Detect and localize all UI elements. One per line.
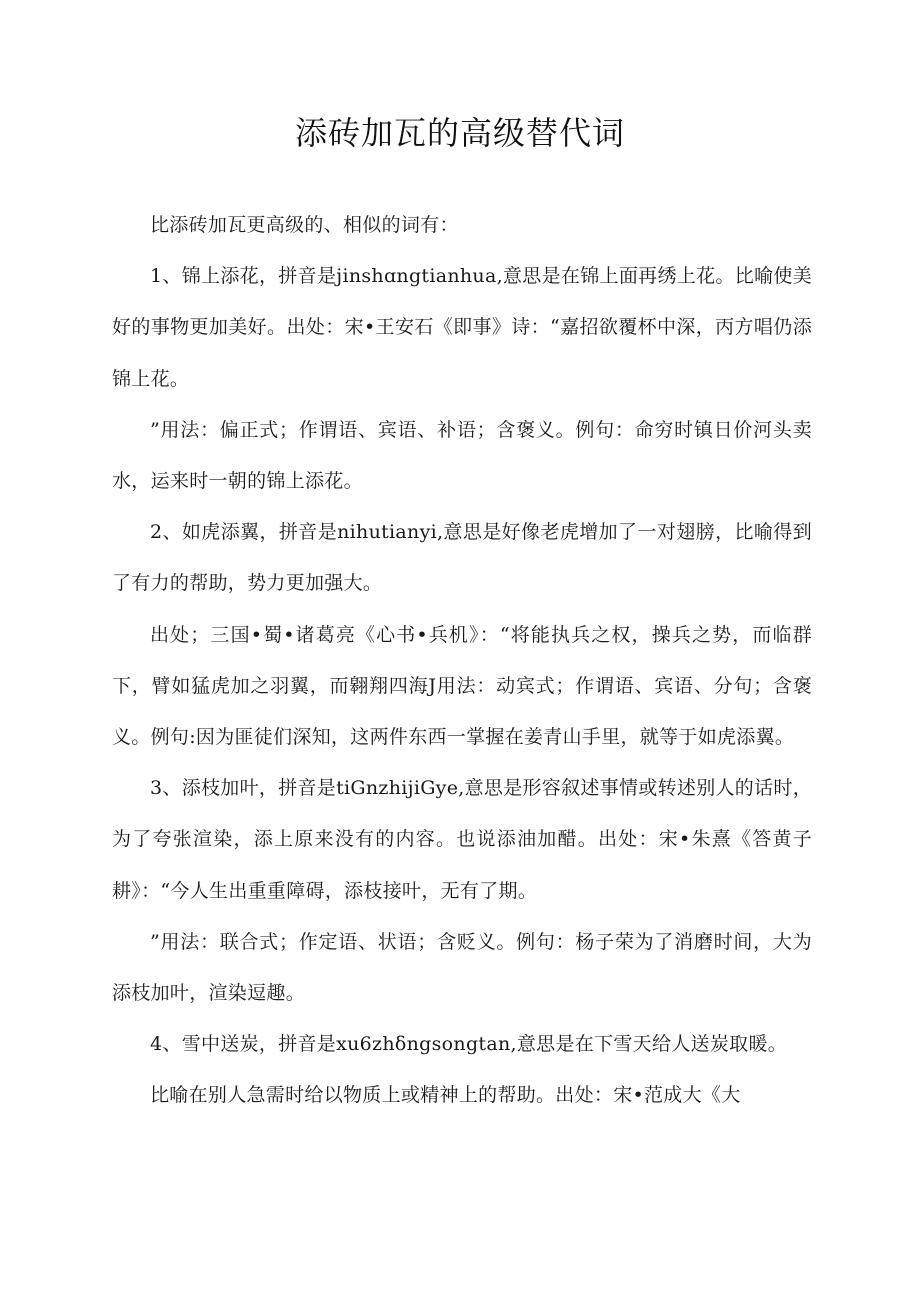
document-body: [112, 200, 812, 1122]
paragraph-xuezhongsongtan-meaning: 比喻在别人急需时给以物质上或精神上的帮助。出处：宋•范成大《大: [150, 1084, 741, 1107]
paragraph-intro: 比添砖加瓦更高级的、相似的词有：: [150, 214, 459, 236]
paragraph-tianzhijiaye: 3、添枝加叶，拼音是tiGnzhijiGye,意思是形容叙述事情或转述别人的话时，为了夸张渲染，添上原来没有的内容。也说添油加醋。出处：宋•朱熹《答黄子耕》：“今人生出重重障碍，添枝接叶，无有了期。: [112, 777, 813, 902]
document-title: 添砖加瓦的高级替代词: [294, 114, 625, 152]
paragraph-ruhutianyi-source: 出处；三国•蜀•诸葛亮《心书•兵机》：“将能执兵之权，操兵之势，而临群下，臂如猛虎加之羽翼，而翱翔四海J用法：动宾式；作谓语、宾语、分句；含褒义。例句:因为匪徒们深知，这两件东西一掌握在姜青山手里，就等于如虎添翼。: [112, 623, 812, 749]
paragraph-jinshangtianhua-usage: ”用法：偏正式；作谓语、宾语、补语；含褒义。例句：命穷时镇日价河头卖水，运来时一朝的锦上添花。: [112, 418, 812, 493]
paragraph-xuezhongsongtan: 4、雪中送炭，拼音是xu6zhδngsongtan,意思是在下雪天给人送炭取暖。: [150, 1033, 788, 1056]
paragraph-ruhutianyi: 2、如虎添翼，拼音是nihutianyi,意思是好像老虎增加了一对翅膀，比喻得到了有力的帮助，势力更加强大。: [112, 521, 812, 595]
paragraph-tianzhijiaye-usage: ”用法：联合式；作定语、状语；含贬义。例句：杨子荣为了消磨时间，大为添枝加叶，渲染逗趣。: [112, 930, 812, 1005]
paragraph-jinshangtianhua: 1、锦上添花，拼音是jinshɑngtianhua,意思是在锦上面再绣上花。比喻使美好的事物更加美好。出处：宋•王安石《即事》诗：“嘉招欲覆杯中深，丙方唱仍添锦上花。: [112, 265, 812, 390]
